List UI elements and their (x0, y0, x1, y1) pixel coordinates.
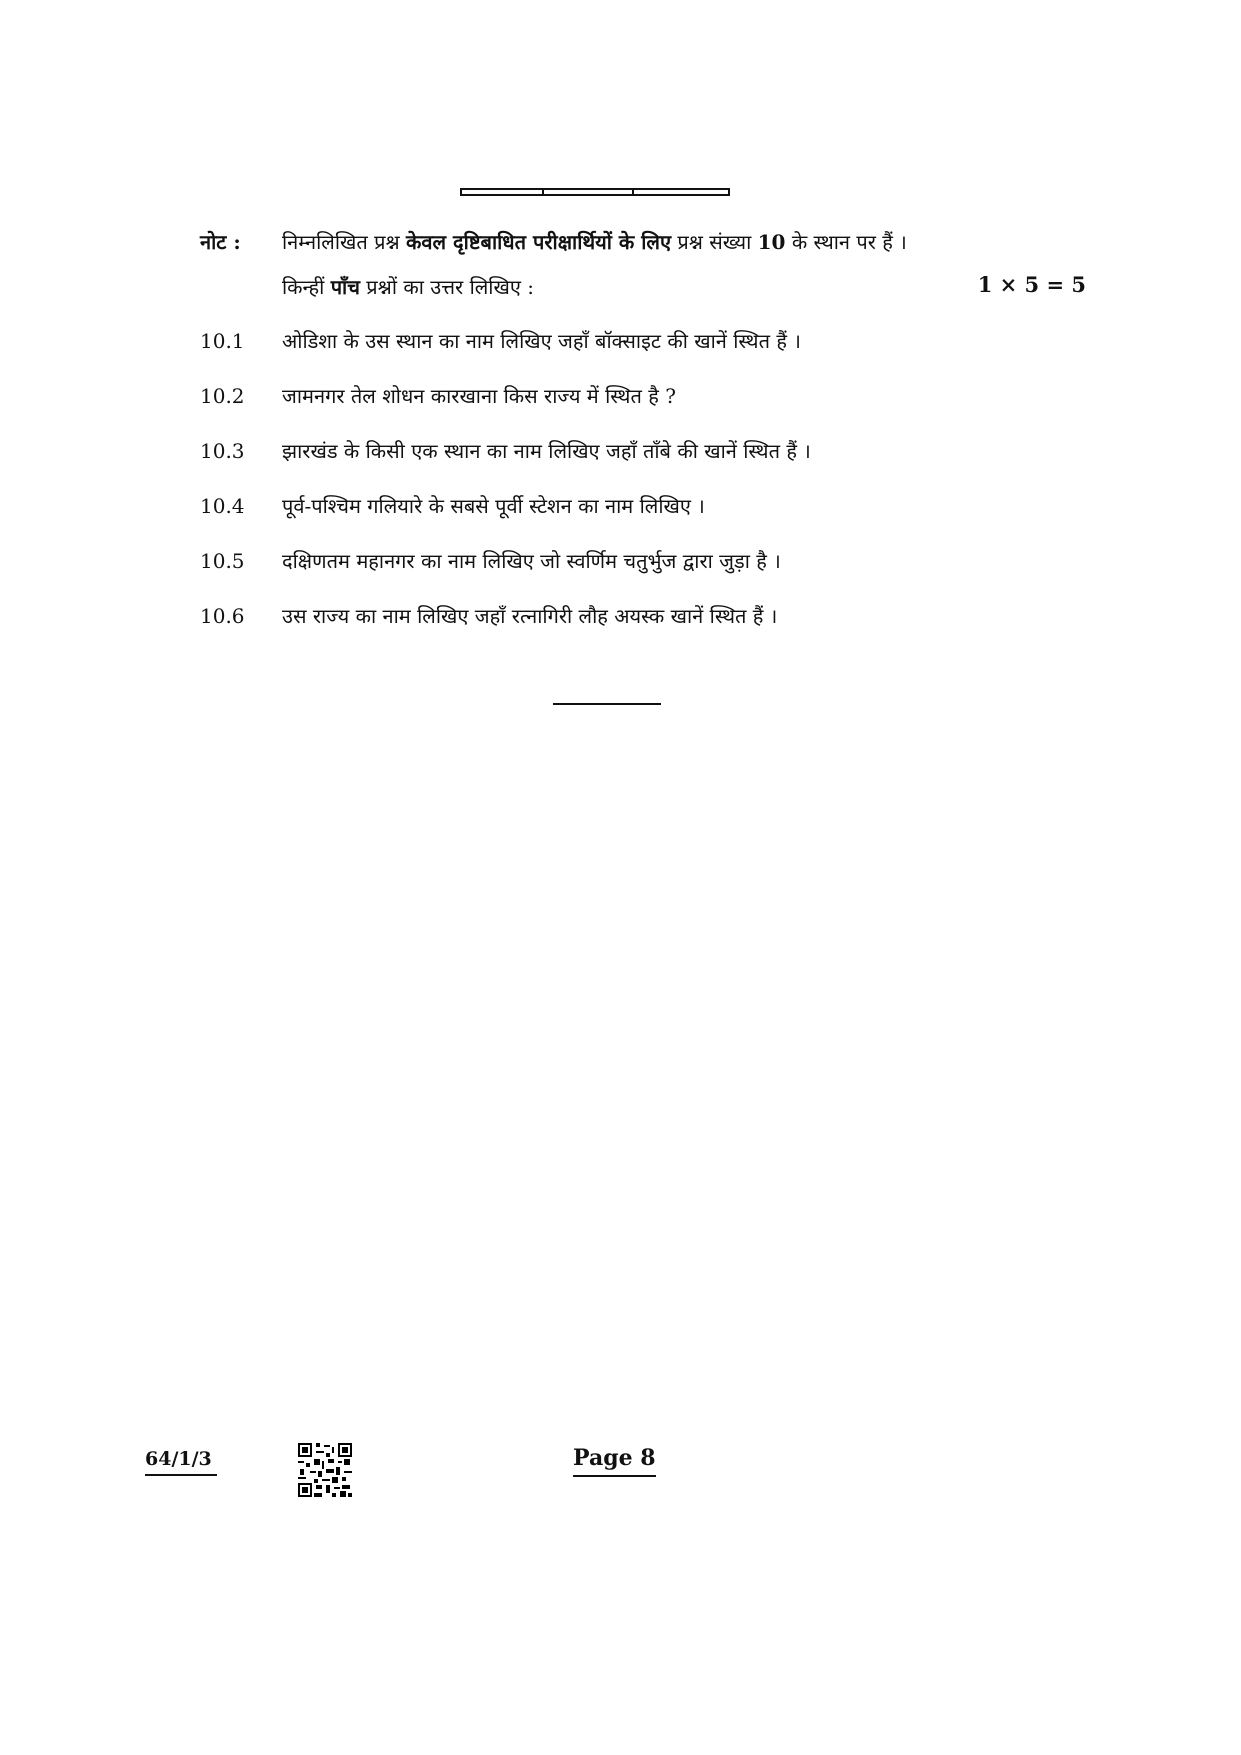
question-text: ओडिशा के उस स्थान का नाम लिखिए जहाँ बॉक्साइट की खानें स्थित हैं । (282, 329, 801, 353)
note-answer-instruction (282, 273, 534, 300)
question-number: 10.5 (200, 549, 245, 573)
bar-divider (542, 188, 544, 196)
question-text: जामनगर तेल शोधन कारखाना किस राज्य में स्थित है ? (282, 384, 676, 408)
note-text: प्रश्न संख्या (671, 230, 758, 254)
question-item (200, 492, 705, 519)
note-text: के स्थान पर हैं । (785, 230, 907, 254)
question-number: 10.2 (200, 384, 245, 408)
note-text: किन्हीं (282, 275, 331, 299)
question-text: उस राज्य का नाम लिखिए जहाँ रत्नागिरी लौह अयस्क खानें स्थित हैं । (282, 604, 778, 628)
question-number: 10.1 (200, 329, 245, 353)
page-number: Page 8 (573, 1445, 656, 1477)
question-text: झारखंड के किसी एक स्थान का नाम लिखिए जहाँ ताँबे की खानें स्थित हैं । (282, 439, 811, 463)
note-text: प्रश्नों का उत्तर लिखिए : (359, 275, 535, 299)
question-number: 10.3 (200, 439, 245, 463)
note-label: नोट : (200, 230, 241, 254)
end-of-section-line (553, 703, 661, 705)
bar-divider (632, 188, 634, 196)
note-emphasis: पाँच (330, 275, 360, 299)
question-item (200, 547, 781, 574)
question-number: 10.4 (200, 494, 245, 518)
marks-allocation: 1 × 5 = 5 (977, 272, 1086, 297)
question-item (200, 602, 777, 629)
note-text: निम्नलिखित प्रश्न (282, 230, 407, 254)
question-number: 10.6 (200, 604, 245, 628)
question-text: पूर्व-पश्चिम गलियारे के सबसे पूर्वी स्टेशन का नाम लिखिए । (282, 494, 705, 518)
question-text: दक्षिणतम महानगर का नाम लिखिए जो स्वर्णिम चतुर्भुज द्वारा जुड़ा है । (282, 549, 781, 573)
top-decorative-bar (460, 188, 730, 196)
note-question-number: 10 (757, 230, 786, 254)
note-emphasis: केवल दृष्टिबाधित परीक्षार्थियों के लिए (406, 230, 672, 254)
paper-code: 64/1/3 (145, 1448, 217, 1476)
qr-code-icon (298, 1443, 352, 1497)
question-item (200, 437, 811, 464)
question-item (200, 382, 676, 409)
note-instruction (282, 228, 907, 255)
question-item (200, 327, 801, 354)
